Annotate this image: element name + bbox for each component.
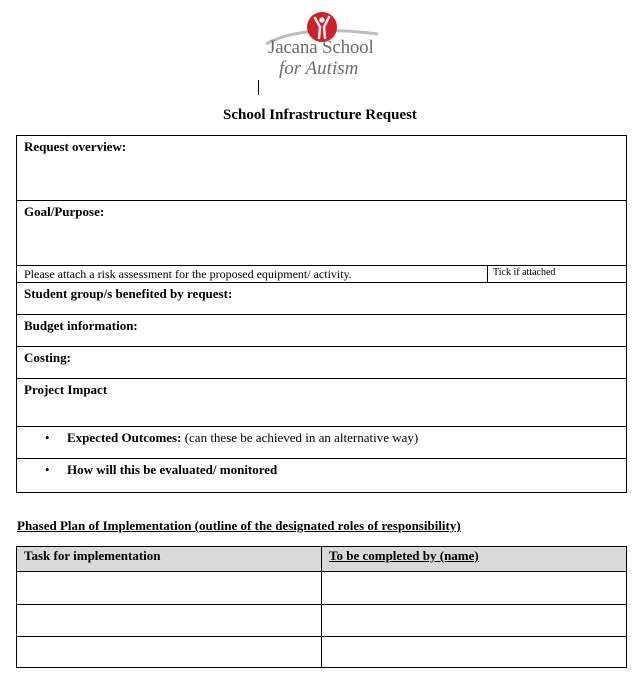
budget-information-field[interactable]	[17, 314, 626, 347]
table-row	[17, 636, 626, 668]
completed-by-cell[interactable]	[321, 637, 627, 668]
school-logo	[262, 10, 382, 86]
project-impact-field[interactable]	[17, 378, 626, 427]
table-row	[17, 571, 626, 604]
column-divider	[321, 547, 322, 571]
table-row	[17, 604, 626, 637]
costing-field[interactable]	[17, 346, 626, 379]
task-cell[interactable]	[17, 605, 321, 637]
column-header-completed-by: To be completed by (name)	[329, 548, 479, 563]
request-overview-label: Request overview:	[24, 139, 127, 154]
request-overview-field[interactable]	[17, 136, 626, 200]
bullet-icon: •	[45, 430, 50, 445]
request-form	[16, 135, 627, 493]
costing-label: Costing:	[24, 350, 71, 365]
project-impact-label: Project Impact	[24, 382, 108, 397]
expected-outcomes-label: Expected Outcomes: (can these be achieved in an alternative way)	[67, 430, 419, 445]
tick-if-attached-label: Tick if attached	[493, 267, 556, 278]
task-cell[interactable]	[17, 572, 321, 604]
bullet-icon: •	[45, 462, 50, 477]
completed-by-cell[interactable]	[321, 572, 627, 604]
expected-outcomes-field[interactable]	[17, 426, 626, 459]
risk-assessment-text: Please attach a risk assessment for the proposed equipment/ activity.	[24, 267, 352, 281]
task-cell[interactable]	[17, 637, 321, 668]
evaluation-label: How will this be evaluated/ monitored	[67, 462, 278, 477]
logo-text-tagline: for Autism	[279, 58, 359, 79]
goal-purpose-label: Goal/Purpose:	[24, 204, 105, 219]
evaluation-field[interactable]	[17, 458, 626, 493]
student-group-label: Student group/s benefited by request:	[24, 286, 233, 301]
plan-heading: Phased Plan of Implementation (outline of the designated roles of responsibility)	[17, 518, 461, 533]
column-header-task: Task for implementation	[24, 548, 161, 563]
completed-by-cell[interactable]	[321, 605, 627, 637]
budget-information-label: Budget information:	[24, 318, 138, 333]
student-group-field[interactable]	[17, 282, 626, 315]
logo-text-name: Jacana School	[268, 37, 374, 58]
table-header-row	[17, 547, 626, 571]
text-cursor	[258, 80, 259, 95]
document-title: School Infrastructure Request	[223, 107, 417, 123]
implementation-table	[16, 546, 627, 668]
tick-if-attached-cell[interactable]	[487, 266, 556, 282]
risk-assessment-row	[17, 265, 626, 282]
goal-purpose-field[interactable]	[17, 200, 626, 265]
